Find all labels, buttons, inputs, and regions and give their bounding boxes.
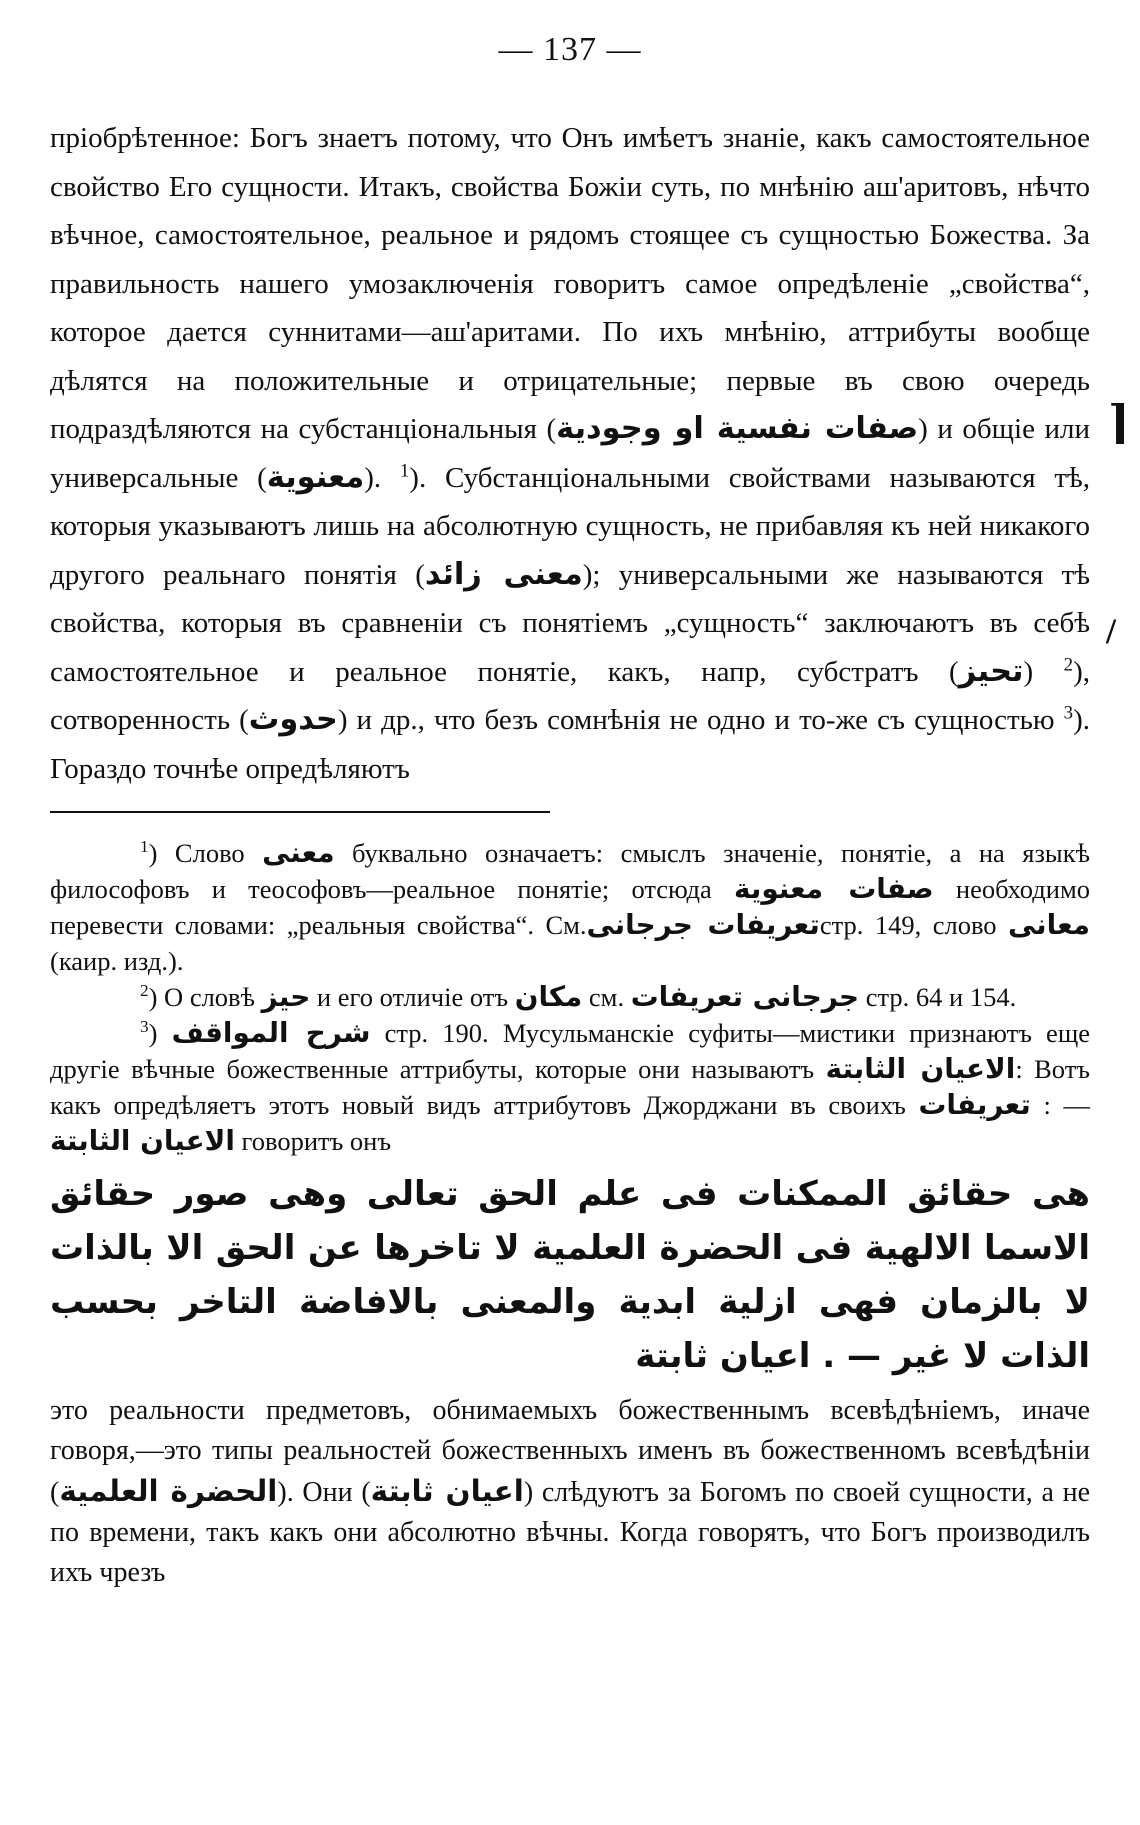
footnote-2 <box>50 979 1090 1015</box>
footnote-mark: 1 <box>140 837 149 857</box>
text-run: ) О словѣ <box>148 982 262 1012</box>
footnote-ref-3: 3 <box>1063 702 1074 724</box>
arabic-term: معنى <box>262 836 335 869</box>
page-number: — 137 — <box>498 31 642 68</box>
footnote-ref-2: 2 <box>1063 653 1074 675</box>
arabic-term: تعريفات <box>918 1088 1031 1121</box>
arabic-term: اعيان ثابتة <box>370 1474 524 1508</box>
footnotes <box>50 835 1090 1593</box>
footnote-mark: 3 <box>140 1017 149 1037</box>
text-run: говоритъ онъ <box>234 1126 392 1156</box>
text-run: ) и др., что безъ сомнѣнія не одно и то-же съ сущностью <box>337 704 1064 736</box>
text-run: : Вотъ какъ опредѣляетъ этотъ новый видъ аттрибутовъ Джорджани въ своихъ <box>50 1054 1090 1120</box>
text-run: см. <box>582 982 631 1012</box>
text-run: стр. 149, слово <box>819 910 1009 940</box>
footnote-1 <box>50 835 1090 979</box>
text-run: ) слѣдуютъ за Богомъ по своей сущности, а не по времени, такъ какъ они абсолютно вѣчны. Когда говорятъ, что Богъ производилъ ихъ чрезъ <box>50 1477 1090 1588</box>
footnote-mark: 2 <box>140 981 149 1001</box>
arabic-quote: هى حقائق الممكنات فى علم الحق تعالى وهى صور حقائق الاسما الالهية فى الحضرة العلمية لا تاخرها عن الحق الا بالذات لا بالزمان فهى ازلية ابدية والمعنى بالافاضة التاخر بحسب الذات لا غير — . اعيان ثابتة <box>50 1174 1090 1376</box>
text-run: (каир. изд.). <box>50 946 184 976</box>
text-run: : — <box>1030 1090 1090 1120</box>
text-run: ). Они ( <box>277 1477 371 1508</box>
text-run: стр. 64 и 154. <box>859 982 1017 1012</box>
arabic-term: جرجانى تعريفات <box>630 980 860 1013</box>
arabic-term: حدوث <box>248 702 338 737</box>
footnote-divider <box>50 811 550 813</box>
arabic-term: مكان <box>514 980 583 1013</box>
text-run: ). Субстанціональными свойствами называются тѣ, которыя указываютъ лишь на абсолютную сущность, не прибавляя къ ней никакого другого реальнаго понятія ( <box>50 461 1090 591</box>
arabic-term: معنوية <box>266 459 365 495</box>
arabic-term: صفات معنوية <box>734 872 934 905</box>
text-run: пріобрѣтенное: Богъ знаетъ потому, что Онъ имѣетъ знаніе, какъ самостоятельное свойство Его сущности. Итакъ, свойства Божіи суть, по мнѣнію аш'аритовъ, нѣчто вѣчное, самостоятельное, реальное и рядомъ стоящее съ сущностью Божества. За правильность нашего умозаключенія говоритъ самое опредѣленіе „свойства“, которое дается суннитами—аш'аритами. По ихъ мнѣнію, аттрибуты вообще дѣлятся на положительные и отрицательные; первые въ свою очередь подраздѣляются на субстанціональныя ( <box>50 122 1090 445</box>
text-run: ), сотворенность ( <box>50 655 1090 736</box>
text-run: и его отличіе отъ <box>310 982 515 1012</box>
text-run: ). Гораздо точнѣе опредѣляютъ <box>50 704 1090 785</box>
margin-bracket-mark: ⌉ <box>1108 397 1130 448</box>
text-run: ) и общіе или универсальные ( <box>50 413 1090 494</box>
arabic-term: تعريفات جرجانى <box>586 908 820 941</box>
arabic-term: معانى <box>1008 908 1090 941</box>
arabic-term: حيز <box>261 980 311 1013</box>
arabic-term: الحضرة العلمية <box>59 1474 278 1508</box>
text-run: ) <box>148 1018 172 1048</box>
margin-stroke-mark: / <box>1106 611 1117 651</box>
text-run: необходимо перевести словами: „реальныя свойства“. См. <box>50 874 1090 940</box>
footnote-ref-1: 1 <box>399 459 410 481</box>
text-run: стр. 190. Мусульманскіе суфиты—мистики признаютъ еще другіе вѣчные божественные аттрибуты, которые они называютъ <box>50 1018 1090 1084</box>
arabic-term: شرح المواقف <box>171 1016 371 1049</box>
page <box>50 30 1090 1593</box>
footnote-3-continuation <box>50 1391 1090 1593</box>
arabic-term: معنى زائد <box>424 556 583 592</box>
text-run: ) Слово <box>148 838 263 868</box>
text-run: ) <box>1023 655 1064 688</box>
arabic-term: الاعيان الثابتة <box>50 1124 235 1157</box>
arabic-term: الاعيان الثابتة <box>825 1052 1016 1085</box>
text-run: это реальности предметовъ, обнимаемыхъ божественнымъ всевѣдѣніемъ, иначе говоря,—это типы реальностей божественныхъ именъ въ божественномъ всевѣдѣніи ( <box>50 1395 1090 1508</box>
text-run: буквально означаетъ: смыслъ значеніе, понятіе, а на языкѣ философовъ и теософовъ—реальное понятіе; отсюда <box>50 838 1090 904</box>
main-paragraph <box>50 114 1090 793</box>
arabic-term: صفات نفسية او وجودية <box>556 411 919 446</box>
footnote-3 <box>50 1015 1090 1159</box>
arabic-term: تحيز <box>958 653 1024 689</box>
text-run: ). <box>364 461 400 494</box>
text-run: ); универсальными же называются тѣ свойства, которыя въ сравненіи съ понятіемъ „сущность“ заключаютъ въ себѣ самостоятельное и реальное понятіе, какъ, напр, субстратъ ( <box>50 558 1091 688</box>
